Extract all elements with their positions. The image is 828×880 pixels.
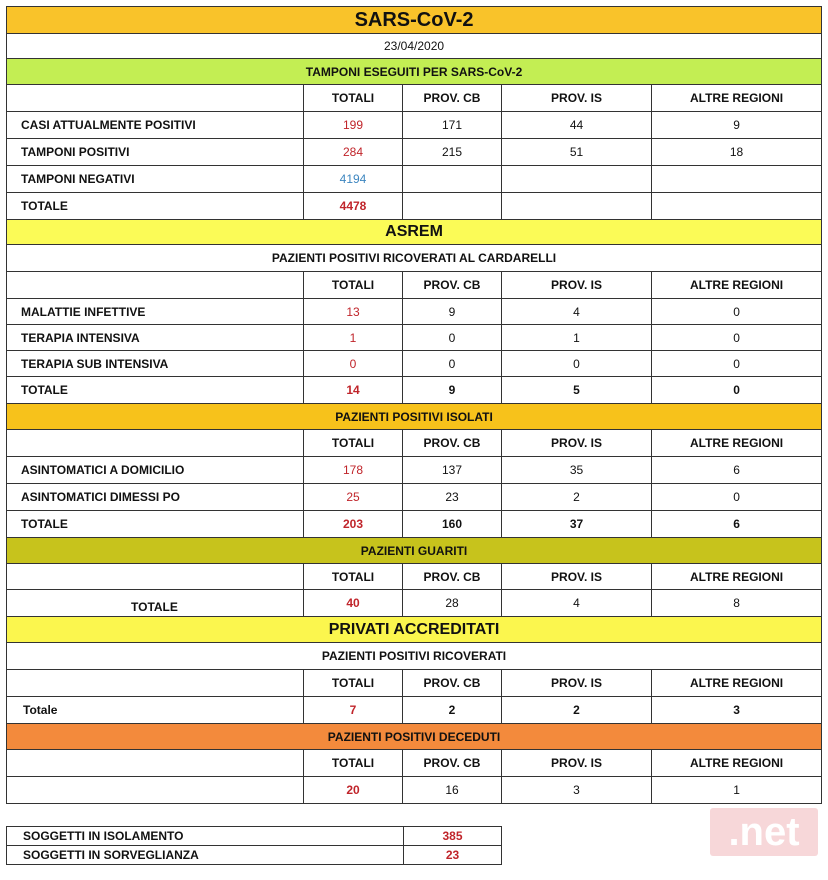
- value-altre-regioni: 6: [652, 511, 822, 538]
- col-prov-cb: PROV. CB: [403, 564, 502, 590]
- col-totali: TOTALI: [304, 272, 403, 299]
- value-prov-cb: 9: [403, 377, 502, 404]
- value-altre-regioni: 8: [652, 590, 822, 617]
- value-totali: 4478: [304, 193, 403, 220]
- isolati-heading: PAZIENTI POSITIVI ISOLATI: [7, 404, 822, 430]
- watermark-logo: .net: [710, 808, 818, 856]
- col-prov-cb: PROV. CB: [403, 670, 502, 697]
- summary-value: 23: [404, 846, 502, 865]
- value-prov-cb: 171: [403, 112, 502, 139]
- value-prov-is: 3: [502, 777, 652, 804]
- tamponi-column-header: [7, 85, 822, 112]
- row-label: TOTALE: [7, 511, 304, 538]
- value-prov-is: 35: [502, 457, 652, 484]
- value-totali: 1: [304, 325, 403, 351]
- col-totali: TOTALI: [304, 670, 403, 697]
- col-totali: TOTALI: [304, 750, 403, 777]
- table-row: [7, 484, 822, 511]
- value-altre-regioni: 0: [652, 325, 822, 351]
- col-altre-regioni: ALTRE REGIONI: [652, 670, 822, 697]
- row-label: CASI ATTUALMENTE POSITIVI: [7, 112, 304, 139]
- row-label: TOTALE: [7, 590, 304, 617]
- table-row: [7, 299, 822, 325]
- value-altre-regioni: 0: [652, 377, 822, 404]
- isolati-column-header: [7, 430, 822, 457]
- col-altre-regioni: ALTRE REGIONI: [652, 85, 822, 112]
- value-totali: 178: [304, 457, 403, 484]
- deceduti-heading: PAZIENTI POSITIVI DECEDUTI: [7, 724, 822, 750]
- value-prov-is: [502, 193, 652, 220]
- col-totali: TOTALI: [304, 430, 403, 457]
- table-row: [7, 166, 822, 193]
- value-totali: 4194: [304, 166, 403, 193]
- row-label: TOTALE: [7, 193, 304, 220]
- value-altre-regioni: 18: [652, 139, 822, 166]
- asrem-heading: ASREM: [7, 220, 822, 245]
- summary-table: [6, 826, 502, 865]
- tamponi-heading: TAMPONI ESEGUITI PER SARS-CoV-2: [7, 59, 822, 85]
- report-title: SARS-CoV-2: [7, 7, 822, 34]
- row-label: ASINTOMATICI A DOMICILIO: [7, 457, 304, 484]
- value-totali: 25: [304, 484, 403, 511]
- privati-column-header: [7, 670, 822, 697]
- value-prov-cb: 0: [403, 351, 502, 377]
- row-label: Totale: [7, 697, 304, 724]
- col-prov-is: PROV. IS: [502, 430, 652, 457]
- value-prov-is: 2: [502, 697, 652, 724]
- col-prov-is: PROV. IS: [502, 564, 652, 590]
- row-label: TAMPONI POSITIVI: [7, 139, 304, 166]
- value-totali: 199: [304, 112, 403, 139]
- value-totali: 40: [304, 590, 403, 617]
- covid-report-table: [6, 6, 822, 804]
- table-row: [7, 457, 822, 484]
- value-prov-cb: 0: [403, 325, 502, 351]
- value-totali: 13: [304, 299, 403, 325]
- value-altre-regioni: 0: [652, 484, 822, 511]
- col-altre-regioni: ALTRE REGIONI: [652, 750, 822, 777]
- value-prov-is: 44: [502, 112, 652, 139]
- value-prov-cb: 160: [403, 511, 502, 538]
- privati-heading: PRIVATI ACCREDITATI: [7, 617, 822, 643]
- row-label: [7, 777, 304, 804]
- value-totali: 20: [304, 777, 403, 804]
- guariti-column-header: [7, 564, 822, 590]
- row-label: TOTALE: [7, 377, 304, 404]
- summary-label: SOGGETTI IN ISOLAMENTO: [7, 827, 404, 846]
- value-prov-is: 0: [502, 351, 652, 377]
- asrem-column-header: [7, 272, 822, 299]
- col-altre-regioni: ALTRE REGIONI: [652, 430, 822, 457]
- value-totali: 14: [304, 377, 403, 404]
- value-altre-regioni: 1: [652, 777, 822, 804]
- table-row: [7, 325, 822, 351]
- report-date: 23/04/2020: [7, 34, 822, 59]
- value-prov-is: 51: [502, 139, 652, 166]
- value-prov-is: 1: [502, 325, 652, 351]
- value-prov-is: 4: [502, 590, 652, 617]
- row-label: TERAPIA INTENSIVA: [7, 325, 304, 351]
- summary-row: [7, 827, 502, 846]
- value-prov-cb: 2: [403, 697, 502, 724]
- value-prov-is: 4: [502, 299, 652, 325]
- col-prov-is: PROV. IS: [502, 670, 652, 697]
- guariti-heading: PAZIENTI GUARITI: [7, 538, 822, 564]
- col-prov-is: PROV. IS: [502, 272, 652, 299]
- value-prov-is: 5: [502, 377, 652, 404]
- value-prov-cb: 215: [403, 139, 502, 166]
- value-altre-regioni: 3: [652, 697, 822, 724]
- summary-label: SOGGETTI IN SORVEGLIANZA: [7, 846, 404, 865]
- value-prov-cb: [403, 193, 502, 220]
- value-altre-regioni: 6: [652, 457, 822, 484]
- table-row-total: [7, 590, 822, 617]
- col-altre-regioni: ALTRE REGIONI: [652, 564, 822, 590]
- value-altre-regioni: 0: [652, 351, 822, 377]
- col-prov-is: PROV. IS: [502, 750, 652, 777]
- col-prov-is: PROV. IS: [502, 85, 652, 112]
- table-row-total: [7, 193, 822, 220]
- value-altre-regioni: [652, 166, 822, 193]
- col-prov-cb: PROV. CB: [403, 85, 502, 112]
- row-label: MALATTIE INFETTIVE: [7, 299, 304, 325]
- value-altre-regioni: 0: [652, 299, 822, 325]
- value-altre-regioni: [652, 193, 822, 220]
- value-prov-cb: 9: [403, 299, 502, 325]
- value-totali: 284: [304, 139, 403, 166]
- privati-subheading: PAZIENTI POSITIVI RICOVERATI: [7, 643, 822, 670]
- row-label: TAMPONI NEGATIVI: [7, 166, 304, 193]
- col-totali: TOTALI: [304, 564, 403, 590]
- table-row-total: [7, 697, 822, 724]
- col-totali: TOTALI: [304, 85, 403, 112]
- summary-row: [7, 846, 502, 865]
- asrem-subheading: PAZIENTI POSITIVI RICOVERATI AL CARDARELLI: [7, 245, 822, 272]
- col-altre-regioni: ALTRE REGIONI: [652, 272, 822, 299]
- table-row: [7, 351, 822, 377]
- table-row: [7, 139, 822, 166]
- table-row-total: [7, 777, 822, 804]
- value-prov-cb: 28: [403, 590, 502, 617]
- value-prov-cb: 23: [403, 484, 502, 511]
- value-totali: 7: [304, 697, 403, 724]
- row-label: ASINTOMATICI DIMESSI PO: [7, 484, 304, 511]
- value-altre-regioni: 9: [652, 112, 822, 139]
- value-prov-cb: 16: [403, 777, 502, 804]
- value-totali: 0: [304, 351, 403, 377]
- summary-value: 385: [404, 827, 502, 846]
- value-prov-is: [502, 166, 652, 193]
- col-prov-cb: PROV. CB: [403, 750, 502, 777]
- value-totali: 203: [304, 511, 403, 538]
- value-prov-cb: [403, 166, 502, 193]
- col-prov-cb: PROV. CB: [403, 272, 502, 299]
- col-prov-cb: PROV. CB: [403, 430, 502, 457]
- table-row-total: [7, 511, 822, 538]
- deceduti-column-header: [7, 750, 822, 777]
- table-row: [7, 112, 822, 139]
- value-prov-is: 37: [502, 511, 652, 538]
- row-label: TERAPIA SUB INTENSIVA: [7, 351, 304, 377]
- value-prov-is: 2: [502, 484, 652, 511]
- value-prov-cb: 137: [403, 457, 502, 484]
- table-row-total: [7, 377, 822, 404]
